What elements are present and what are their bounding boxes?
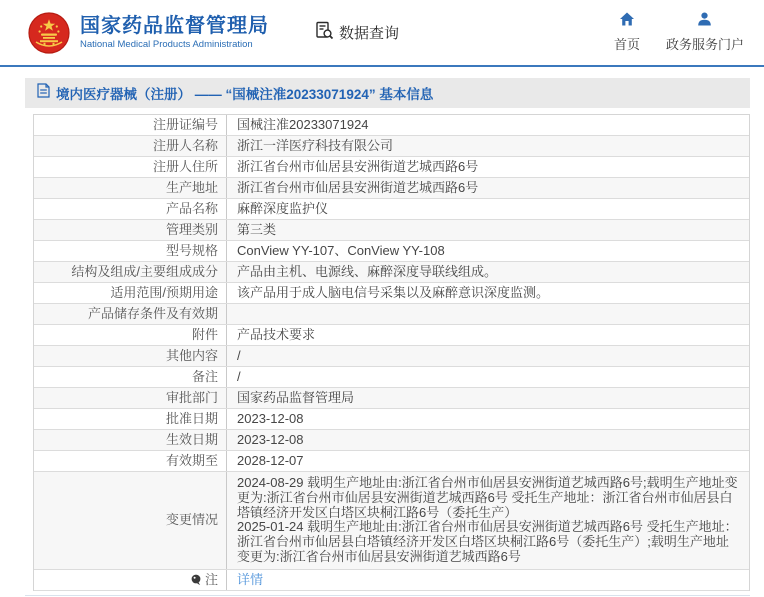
row-label-text: 注 — [204, 571, 218, 587]
row-value: ConView YY-107、ConView YY-108 — [226, 241, 749, 261]
row-label-text: 批准日期 — [165, 411, 218, 426]
change-record: 2024-08-29 载明生产地址由:浙江省台州市仙居县安洲街道艺城西路6号;载明生产地址变更为:浙江省台州市仙居县安洲街道艺城西路6号 受托生产地址：浙江省台州市仙居县白塔镇经济开发区白塔区块桐江路6号（委托生产） — [237, 475, 738, 520]
table-row — [34, 199, 749, 220]
row-label-text: 注册人住所 — [152, 159, 218, 174]
row-value: 该产品用于成人脑电信号采集以及麻醉意识深度监测。 — [226, 283, 749, 303]
table-row — [34, 136, 749, 157]
row-label — [34, 367, 226, 387]
doc-search-icon — [315, 21, 334, 45]
row-label-text: 变更情况 — [165, 512, 218, 528]
row-label-text: 其他内容 — [165, 348, 218, 363]
table-row — [34, 346, 749, 367]
org-title-block — [80, 15, 269, 50]
row-label-text: 产品名称 — [165, 201, 218, 216]
row-label-text: 管理类别 — [165, 222, 218, 237]
table-row — [34, 367, 749, 388]
header-link-home[interactable] — [614, 12, 640, 53]
org-name-en: National Medical Products Administration — [80, 39, 253, 50]
row-label-text: 结构及组成/主要组成成分 — [71, 264, 218, 279]
row-label-text: 生效日期 — [165, 432, 218, 447]
row-label — [34, 199, 226, 219]
row-label-text: 生产地址 — [165, 180, 218, 195]
table-row — [34, 115, 749, 136]
row-value: 麻醉深度监护仪 — [226, 199, 749, 219]
table-row — [34, 178, 749, 199]
national-emblem-icon — [28, 12, 70, 54]
row-value: 浙江一洋医疗科技有限公司 — [226, 136, 749, 156]
row-label — [34, 136, 226, 156]
row-label — [34, 472, 226, 569]
row-label — [34, 304, 226, 324]
detail-link[interactable]: 详情 — [237, 571, 264, 587]
row-label — [34, 388, 226, 408]
row-value: 产品由主机、电源线、麻醉深度导联线组成。 — [226, 262, 749, 282]
table-row — [34, 388, 749, 409]
row-value: 国家药品监督管理局 — [226, 388, 749, 408]
row-label-text: 审批部门 — [165, 390, 218, 405]
row-value: 产品技术要求 — [226, 325, 749, 345]
nav-data-query[interactable] — [315, 21, 399, 45]
registration-info — [33, 114, 750, 591]
row-label — [34, 570, 226, 590]
row-label — [34, 346, 226, 366]
header-link-portal-label: 政务服务门户 — [665, 37, 744, 52]
page-header — [0, 0, 764, 67]
row-label-text: 备注 — [191, 369, 218, 384]
row-label-text: 产品储存条件及有效期 — [87, 306, 218, 321]
header-links — [614, 12, 744, 53]
row-label — [34, 115, 226, 135]
nav-data-query-label: 数据查询 — [339, 25, 400, 42]
note-icon — [191, 574, 202, 586]
page-title: 境内医疗器械（注册） —— “国械注准20233071924” 基本信息 — [56, 87, 434, 102]
row-label — [34, 157, 226, 177]
info-table — [33, 114, 750, 591]
table-row — [34, 283, 749, 304]
header-link-home-label: 首页 — [613, 37, 640, 52]
main-content — [25, 78, 750, 596]
row-label — [34, 262, 226, 282]
org-name-cn: 国家药品监督管理局 — [80, 15, 269, 37]
row-label — [34, 220, 226, 240]
row-label-text: 注册人名称 — [152, 138, 218, 153]
row-label-text: 适用范围/预期用途 — [110, 285, 218, 300]
row-label-text: 有效期至 — [165, 453, 218, 468]
row-label — [34, 283, 226, 303]
row-label — [34, 325, 226, 345]
row-value: 2023-12-08 — [226, 430, 749, 450]
table-row — [34, 409, 749, 430]
row-label — [34, 409, 226, 429]
row-label — [34, 451, 226, 471]
home-icon — [619, 12, 635, 31]
change-record: 2025-01-24 载明生产地址由:浙江省台州市仙居县安洲街道艺城西路6号 受托生产地址：浙江省台州市仙居县白塔镇经济开发区白塔区块桐江路6号（委托生产）;载明生产地址变更为:浙江省台州市仙居县安洲街道艺城西路6号 — [237, 519, 738, 564]
table-row — [34, 570, 749, 591]
bottom-divider — [25, 595, 750, 596]
row-value: 国械注准20233071924 — [226, 115, 749, 135]
table-row — [34, 430, 749, 451]
row-label-text: 附件 — [191, 327, 218, 342]
table-row — [34, 451, 749, 472]
row-value: / — [226, 346, 749, 366]
row-label — [34, 241, 226, 261]
table-row — [34, 157, 749, 178]
row-value — [226, 472, 749, 569]
row-value — [226, 304, 749, 324]
row-label-text: 注册证编号 — [152, 117, 218, 132]
header-link-portal[interactable] — [666, 12, 744, 53]
row-value: 2023-12-08 — [226, 409, 749, 429]
document-icon — [37, 83, 50, 103]
table-row — [34, 220, 749, 241]
table-row — [34, 241, 749, 262]
breadcrumb — [25, 78, 750, 108]
row-value: 浙江省台州市仙居县安洲街道艺城西路6号 — [226, 178, 749, 198]
row-label — [34, 178, 226, 198]
nmpa-logo[interactable] — [28, 12, 269, 54]
row-value: 2028-12-07 — [226, 451, 749, 471]
person-icon — [697, 12, 712, 31]
table-row — [34, 472, 749, 570]
row-label — [34, 430, 226, 450]
row-label-text: 型号规格 — [165, 243, 218, 258]
table-row — [34, 262, 749, 283]
row-value: 第三类 — [226, 220, 749, 240]
row-value — [226, 570, 749, 590]
table-row — [34, 304, 749, 325]
row-value: / — [226, 367, 749, 387]
table-row — [34, 325, 749, 346]
row-value: 浙江省台州市仙居县安洲街道艺城西路6号 — [226, 157, 749, 177]
